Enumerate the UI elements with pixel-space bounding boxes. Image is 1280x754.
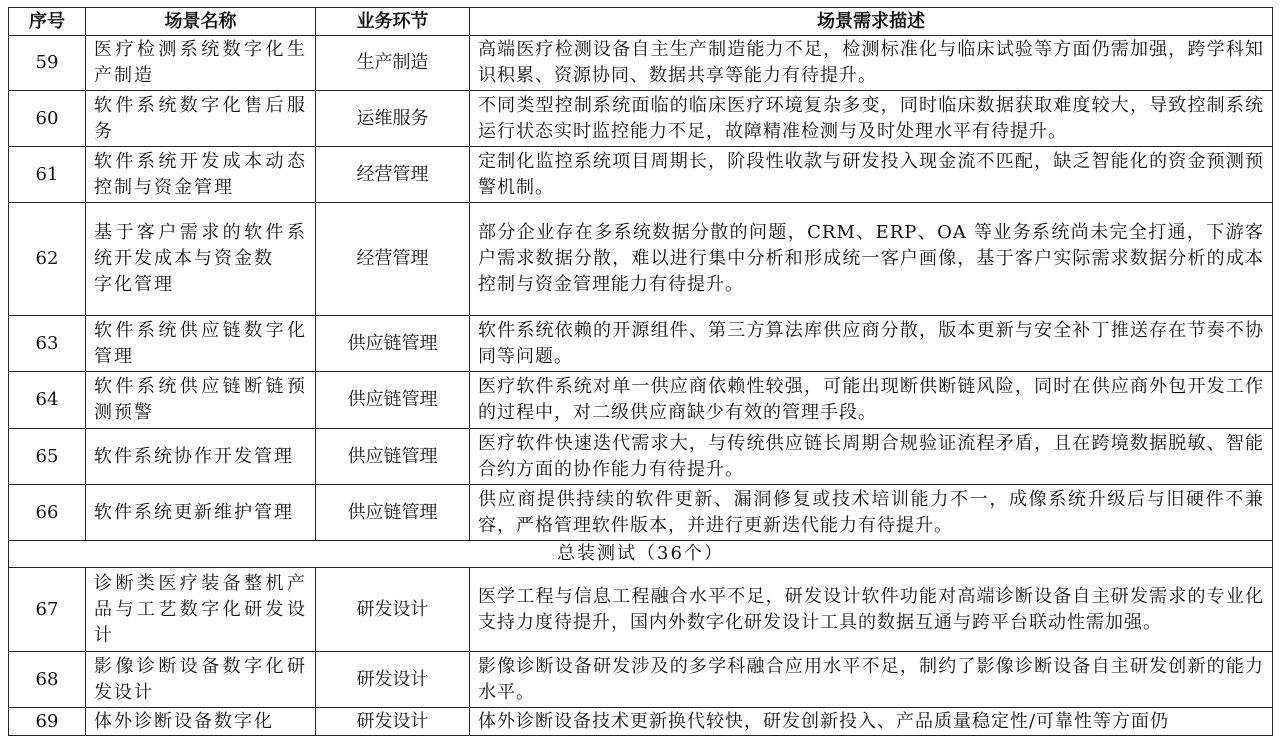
row-business-stage: 经营管理: [316, 203, 470, 316]
row-description: 体外诊断设备技术更新换代较快，研发创新投入、产品质量稳定性/可靠性等方面仍: [470, 708, 1273, 736]
row-description: 不同类型控制系统面临的临床医疗环境复杂多变，同时临床数据获取难度较大，导致控制系统运行状态实时监控能力不足，故障精准检测与及时处理水平有待提升。: [470, 91, 1273, 147]
row-description: 医疗软件系统对单一供应商依赖性较强，可能出现断供断链风险，同时在供应商外包开发工作的过程中，对二级供应商缺少有效的管理手段。: [470, 372, 1273, 429]
row-scene-name: 影像诊断设备数字化研发设计: [86, 652, 316, 708]
row-scene-name: 体外诊断设备数字化: [86, 708, 316, 736]
header-business-stage: 业务环节: [316, 8, 470, 36]
table-row: [9, 36, 1273, 91]
row-scene-name: 软件系统数字化售后服务: [86, 91, 316, 147]
header-description: 场景需求描述: [470, 8, 1273, 36]
row-number: 61: [9, 147, 86, 203]
table-row: [9, 568, 1273, 652]
header-scene-name: 场景名称: [86, 8, 316, 36]
row-description: 供应商提供持续的软件更新、漏洞修复或技术培训能力不一，成像系统升级后与旧硬件不兼容，严格管理软件版本，并进行更新迭代能力有待提升。: [470, 485, 1273, 541]
row-number: 64: [9, 372, 86, 429]
row-scene-name: 基于客户需求的软件系统开发成本与资金数 字化管理: [86, 203, 316, 316]
row-business-stage: 供应链管理: [316, 316, 470, 372]
row-description: 医疗软件快速迭代需求大，与传统供应链长周期合规验证流程矛盾，且在跨境数据脱敏、智能合约方面的协作能力有待提升。: [470, 429, 1273, 485]
row-number: 69: [9, 708, 86, 736]
row-description: 高端医疗检测设备自主生产制造能力不足，检测标准化与临床试验等方面仍需加强，跨学科知识积累、资源协同、数据共享等能力有待提升。: [470, 36, 1273, 91]
row-number: 60: [9, 91, 86, 147]
table-row: [9, 316, 1273, 372]
section-label: 总装测试（36个）: [9, 541, 1273, 568]
table-row: [9, 203, 1273, 316]
row-business-stage: 供应链管理: [316, 372, 470, 429]
header-row: [9, 8, 1273, 36]
row-scene-name: 软件系统开发成本动态控制与资金管理: [86, 147, 316, 203]
row-description: 影像诊断设备研发涉及的多学科融合应用水平不足，制约了影像诊断设备自主研发创新的能力水平。: [470, 652, 1273, 708]
row-business-stage: 生产制造: [316, 36, 470, 91]
table-row: [9, 147, 1273, 203]
scene-table: [8, 7, 1273, 736]
row-scene-name: 软件系统供应链数字化管理: [86, 316, 316, 372]
row-scene-name: 软件系统协作开发管理: [86, 429, 316, 485]
row-scene-name: 诊断类医疗装备整机产品与工艺数字化研发设计: [86, 568, 316, 652]
row-business-stage: 经营管理: [316, 147, 470, 203]
row-number: 65: [9, 429, 86, 485]
row-description: 部分企业存在多系统数据分散的问题，CRM、ERP、OA 等业务系统尚未完全打通，下游客户需求数据分散，难以进行集中分析和形成统一客户画像，基于客户实际需求数据分析的成本控制与资金管理能力有待提升。: [470, 203, 1273, 316]
row-number: 59: [9, 36, 86, 91]
section-row: [9, 541, 1273, 568]
row-description: 医学工程与信息工程融合水平不足，研发设计软件功能对高端诊断设备自主研发需求的专业化支持力度待提升，国内外数字化研发设计工具的数据互通与跨平台联动性需加强。: [470, 568, 1273, 652]
row-business-stage: 研发设计: [316, 652, 470, 708]
row-business-stage: 供应链管理: [316, 429, 470, 485]
row-description: 定制化监控系统项目周期长，阶段性收款与研发投入现金流不匹配，缺乏智能化的资金预测预警机制。: [470, 147, 1273, 203]
row-business-stage: 研发设计: [316, 708, 470, 736]
row-scene-name: 软件系统供应链断链预测预警: [86, 372, 316, 429]
table-row: [9, 652, 1273, 708]
row-number: 68: [9, 652, 86, 708]
row-business-stage: 供应链管理: [316, 485, 470, 541]
row-number: 62: [9, 203, 86, 316]
header-number: 序号: [9, 8, 86, 36]
table-row: [9, 91, 1273, 147]
table-row: [9, 708, 1273, 736]
row-number: 67: [9, 568, 86, 652]
row-number: 66: [9, 485, 86, 541]
row-business-stage: 运维服务: [316, 91, 470, 147]
row-scene-name: 软件系统更新维护管理: [86, 485, 316, 541]
table-row: [9, 485, 1273, 541]
table-row: [9, 429, 1273, 485]
table-row: [9, 372, 1273, 429]
row-scene-name: 医疗检测系统数字化生产制造: [86, 36, 316, 91]
row-number: 63: [9, 316, 86, 372]
row-description: 软件系统依赖的开源组件、第三方算法库供应商分散，版本更新与安全补丁推送存在节奏不协同等问题。: [470, 316, 1273, 372]
row-business-stage: 研发设计: [316, 568, 470, 652]
